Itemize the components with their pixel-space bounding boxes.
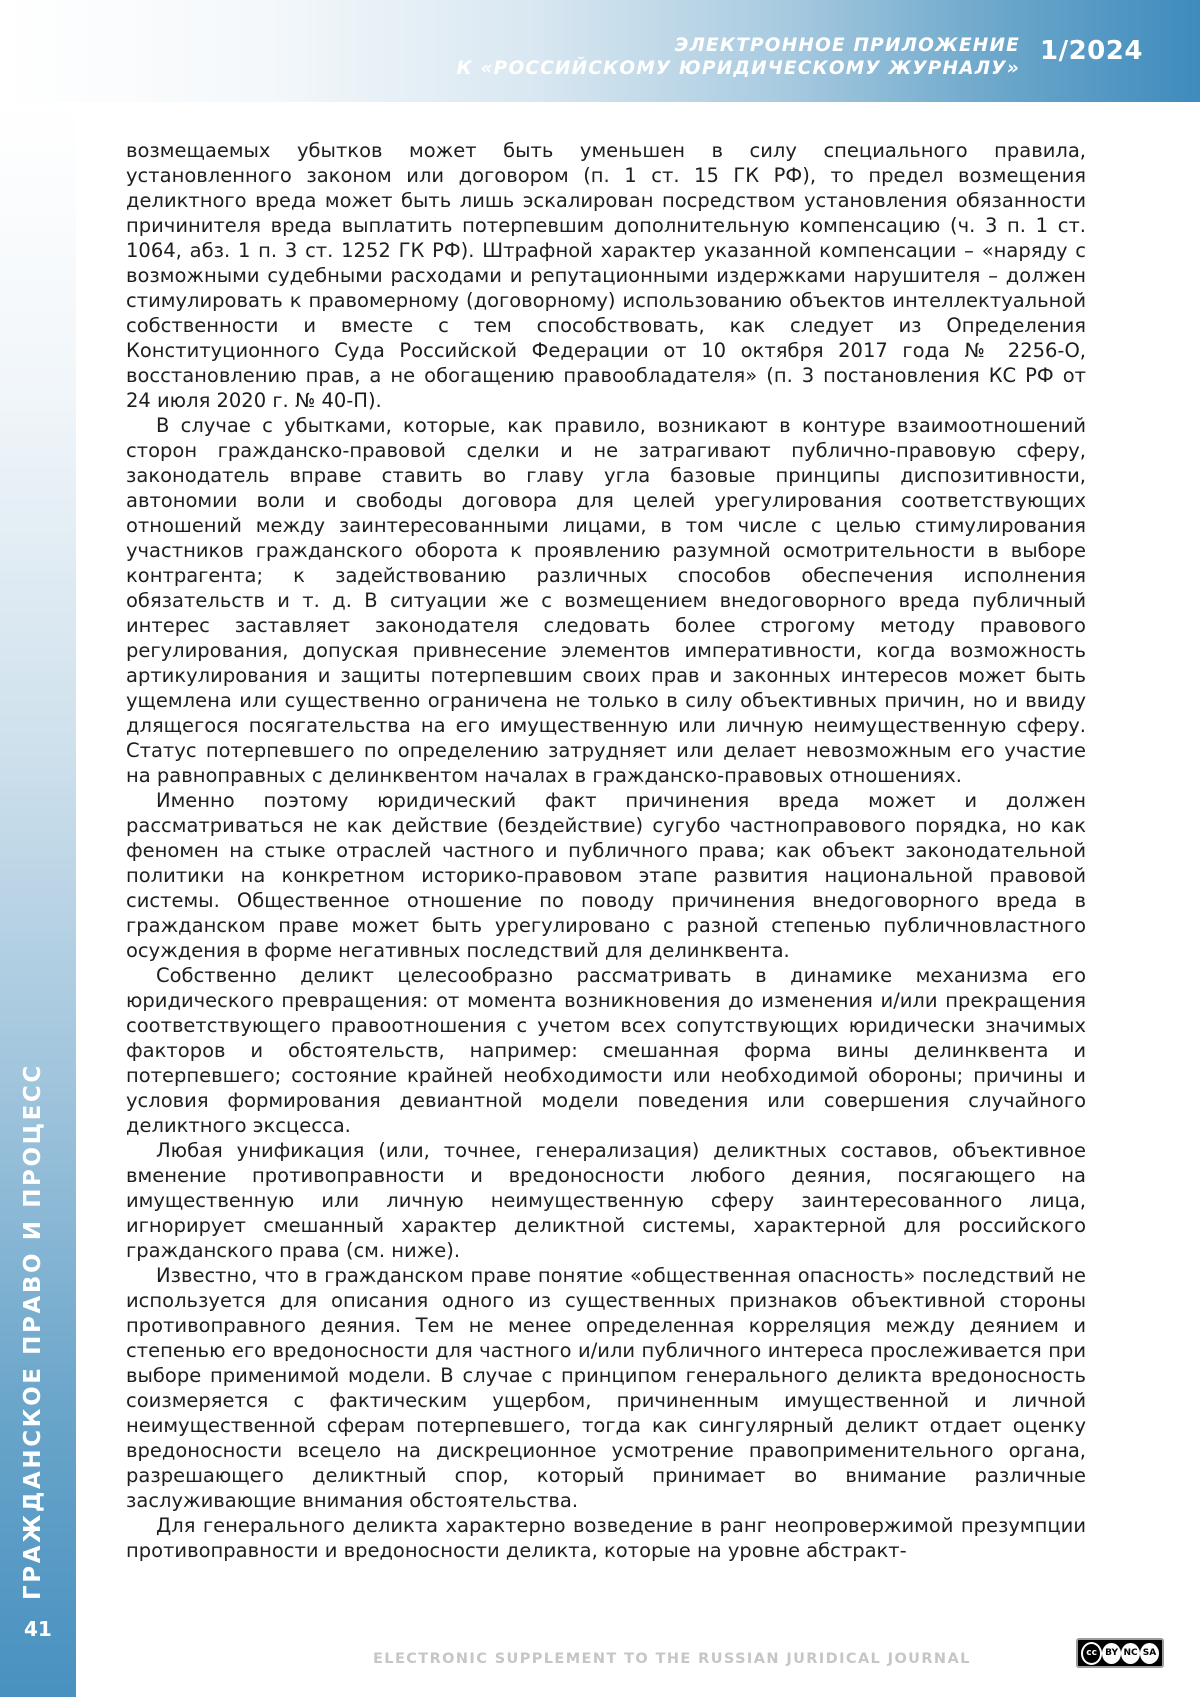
- paragraph: Известно, что в гражданском праве понятие «общественная опасность» последствий не используется для описания одного из существенных признаков объективной стороны противоправного деяния. Тем не менее определенная корреляция между деянием и степенью его вредоносности для частного и/или публичного интереса прослеживается при выборе применимой модели. В случае с принципом генерального деликта вредоносность соизмеряется с фактическим ущербом, причиненным имущественной и личной неимущественной сферам потерпевшего, тогда как сингулярный деликт отдает оценку вредоносности всецело на дискреционное усмотрение правоприменительного органа, разрешающего деликтный спор, который принимает во внимание различные заслуживающие внимания обстоятельства.: [126, 1264, 1086, 1512]
- nc-icon: NC: [1121, 1643, 1140, 1664]
- paragraph: Собственно деликт целесообразно рассматривать в динамике механизма его юридического превращения: от момента возникновения до изменения и/или прекращения соответствующего правоотношения с учетом всех сопутствующих юридически значимых факторов и обстоятельств, например: смешанная форма вины делинквента и потерпевшего; состояние крайней необходимости или необходимой обороны; причины и условия формирования девиантной модели поведения или совершения случайного деликтного эксцесса.: [126, 964, 1086, 1137]
- paragraph: В случае с убытками, которые, как правило, возникают в контуре взаимоотношений сторон гражданско-правовой сделки и не затрагивают публично-правовую сферу, законодатель вправе ставить во главу угла базовые принципы диспозитивности, автономии воли и свободы договора для целей урегулирования соответствующих отношений между заинтересованными лицами, в том числе с целью стимулирования участников гражданского оборота к проявлению разумной осмотрительности в выборе контрагента; к задействованию различных способов обеспечения исполнения обязательств и т. д. В ситуации же с возмещением внедоговорного вреда публичный интерес заставляет законодателя следовать более строгому методу правового регулирования, допуская привнесение элементов императивности, когда возможность артикулирования и защиты потерпевшим своих прав и законных интересов может быть ущемлена или существенно ограничена не только в силу объективных причин, но и ввиду длящегося посягательства на его имущественную или личную неимущественную сферу. Статус потерпевшего по определению затрудняет или делает невозможным его участие на равноправных с делинквентом началах в гражданско-правовых отношениях.: [126, 414, 1086, 787]
- journal-title-line2: К «РОССИЙСКОМУ ЮРИДИЧЕСКОМУ ЖУРНАЛУ»: [456, 58, 1020, 79]
- paragraph: Именно поэтому юридический факт причинения вреда может и должен рассматриваться не как действие (бездействие) сугубо частноправового порядка, но как феномен на стыке отраслей частного и публичного права; как объект законодательной политики на конкретном историко-правовом этапе развития национальной правовой системы. Общественное отношение по поводу причинения внедоговорного вреда в гражданском праве может быть урегулировано с разной степенью публичновластного осуждения в форме негативных последствий для делинквента.: [126, 789, 1086, 962]
- page-number: 41: [24, 1617, 52, 1641]
- journal-title: [320, 34, 1020, 80]
- section-label: ГРАЖДАНСКОЕ ПРАВО И ПРОЦЕСС: [20, 1063, 46, 1600]
- paragraph: возмещаемых убытков может быть уменьшен в силу специального правила, установленного законом или договором (п. 1 ст. 15 ГК РФ), то предел возмещения деликтного вреда может быть лишь эскалирован посредством установления обязанности причинителя вреда выплатить потерпевшим дополнительную компенсацию (ч. 3 п. 1 ст. 1064, абз. 1 п. 3 ст. 1252 ГК РФ). Штрафной характер указанной компенсации – «наряду с возможными судебными расходами и репутационными издержками нарушителя – должен стимулировать к правомерному (договорному) использованию объектов интеллектуальной собственности и вместе с тем способствовать, как следует из Определения Конституционного Суда Российской Федерации от 10 октября 2017 года № 2256-О, восстановлению прав, а не обогащению правообладателя» (п. 3 постановления КС РФ от 24 июля 2020 г. № 40-П).: [126, 139, 1086, 412]
- sa-icon: SA: [1140, 1643, 1159, 1664]
- cc-icon: cc: [1081, 1642, 1102, 1665]
- paragraph: Любая унификация (или, точнее, генерализация) деликтных составов, объективное вменение противоправности и вредоносности любого деяния, посягающего на имущественную или личную неимущественную сферу заинтересованного лица, игнорирует смешанный характер деликтной системы, характерной для российского гражданского права (см. ниже).: [126, 1139, 1086, 1262]
- issue-number: 1/2024: [1040, 36, 1143, 66]
- footer-journal-name: ELECTRONIC SUPPLEMENT TO THE RUSSIAN JURIDICAL JOURNAL: [373, 1651, 971, 1667]
- article-body: [126, 138, 1086, 1563]
- cc-license-badge[interactable]: [1076, 1638, 1164, 1668]
- header-banner: [0, 0, 1200, 102]
- by-icon: BY: [1102, 1643, 1121, 1664]
- journal-title-line1: ЭЛЕКТРОННОЕ ПРИЛОЖЕНИЕ: [674, 35, 1020, 56]
- paragraph: Для генерального деликта характерно возведение в ранг неопровержимой презумпции противоправности и вредоносности деликта, которые на уровне абстракт-: [126, 1514, 1086, 1562]
